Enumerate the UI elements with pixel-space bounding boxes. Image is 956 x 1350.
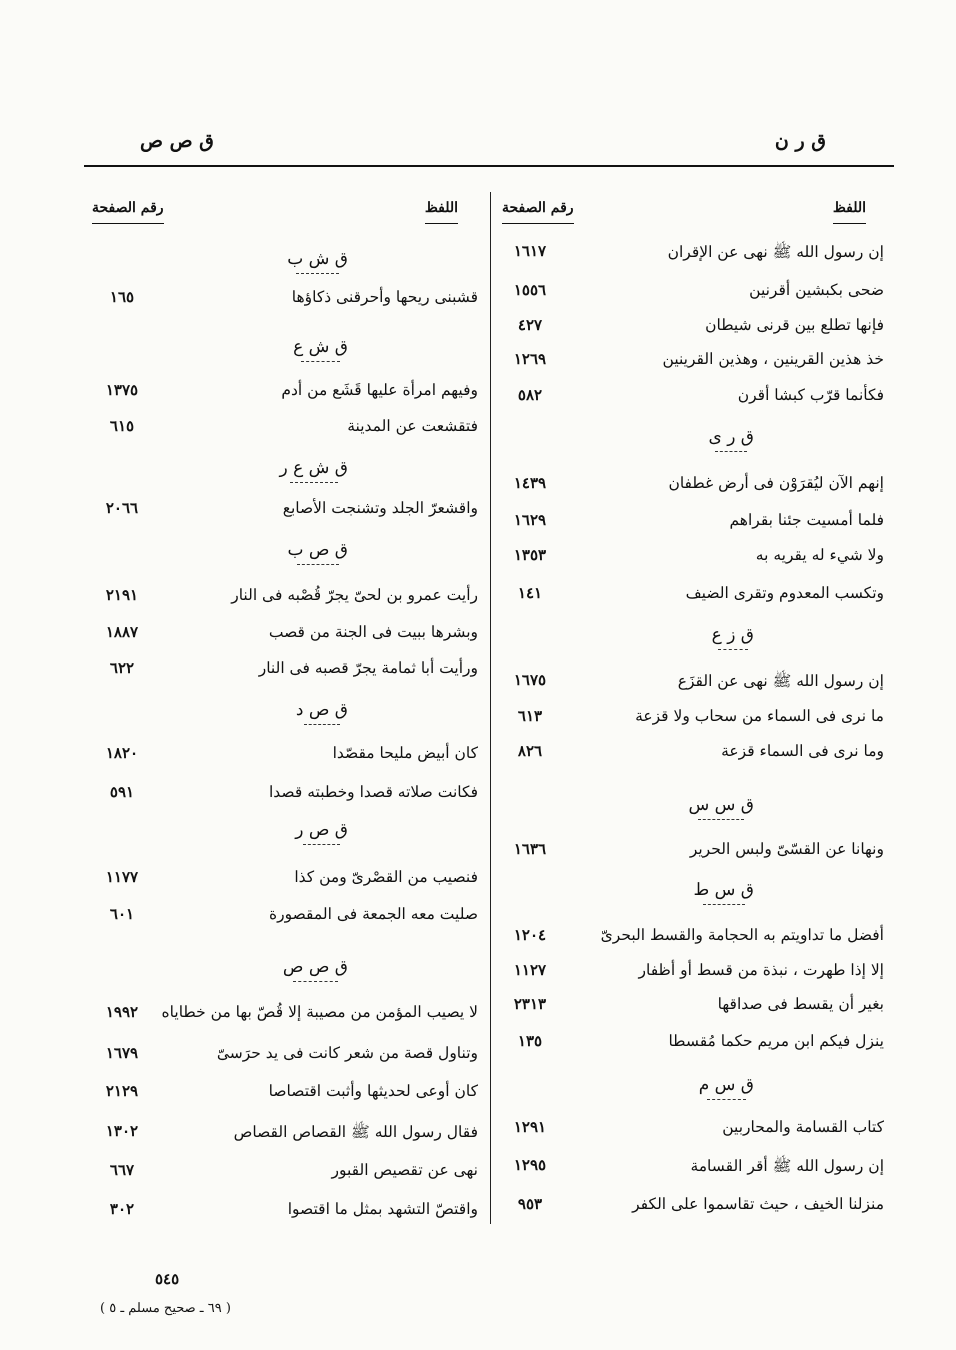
right-entry-page: ٤٢٧ [517, 316, 543, 334]
right-entry-term: كتاب القسامة والمحاربين [722, 1118, 884, 1136]
left-entry-term: نهى عن تقصيص القبور [331, 1161, 478, 1179]
left-entry-row [0, 1122, 956, 1152]
left-entry-row [0, 586, 956, 616]
left-entry-term: كان أبيض مليحا مقصّدا [332, 744, 478, 762]
left-entry-term: فتقشعت عن المدينة [347, 417, 478, 435]
right-entry-row [0, 546, 956, 576]
left-entry-page: ٢١٢٩ [105, 1082, 139, 1100]
left-entry-page: ١٣٧٥ [105, 381, 139, 399]
right-root-heading: ق س م [698, 1075, 754, 1095]
left-root-heading: ق ص ص [282, 957, 348, 977]
left-entry-page: ٦١٥ [109, 417, 135, 435]
left-entry-row [0, 381, 956, 411]
right-entry-page: ١٢٦٩ [513, 350, 547, 368]
left-entry-term: واقتصّ التشهد بمثل ما اقتصوا [287, 1200, 478, 1218]
right-entry-page: ١٢٩١ [513, 1118, 547, 1136]
left-entry-page: ١٦٧٩ [105, 1044, 139, 1062]
left-entry-row [0, 499, 956, 529]
right-entry-term: أفضل ما تداويتم به الحجامة والقسط البحرىّ [600, 926, 884, 944]
left-header-root: ق ص ص [140, 130, 214, 152]
right-header-root: ق ر ن [774, 130, 826, 152]
right-entry-term: وما نرى فى السماء قزعة [721, 742, 884, 760]
left-entry-row [0, 623, 956, 653]
right-root-heading: ق س س [688, 795, 754, 815]
right-entry-term: منزلنا الخيف ، حيث تقاسموا على الكفر [632, 1195, 884, 1213]
left-entry-term: لا يصيب المؤمن من مصيبة إلا قُصّ بها من خطاياه [161, 1003, 478, 1021]
left-entry-page: ١٩٩٢ [105, 1003, 139, 1021]
left-entry-row [0, 288, 956, 318]
left-root-heading: ق ص ر [295, 820, 348, 840]
left-root-heading: ق ص ب [287, 540, 348, 560]
left-entry-row [0, 783, 956, 813]
left-entry-page: ٢١٩١ [105, 586, 139, 604]
right-entry-page: ١٤٣٩ [513, 474, 547, 492]
right-entry-term: إن رسول الله ﷺ نهى عن الإقران [667, 243, 884, 261]
right-entry-term: وتكسب المعدوم وتقرى الضيف [685, 584, 884, 602]
right-root-heading: ق ز ع [711, 625, 754, 645]
right-entry-row [0, 961, 956, 991]
left-entry-page: ١١٧٧ [105, 868, 139, 886]
right-entry-term: فلما أمسيت جئنا بقراهم [729, 511, 884, 529]
right-entry-page: ١٢٩٥ [513, 1156, 547, 1174]
left-entry-page: ١٣٠٢ [105, 1122, 139, 1140]
right-entry-row [0, 316, 956, 346]
right-entry-term: فكأنما قرّب كبشا أقرن [737, 386, 884, 404]
right-entry-page: ١٥٥٦ [513, 281, 547, 299]
left-entry-term: رأيت عمرو بن لحىّ يجرّ قُصْبه فى النار [231, 586, 478, 604]
right-entry-row [0, 707, 956, 737]
right-page-heading: رقم الصفحة [502, 200, 574, 216]
left-root-heading: ق ش ع [293, 337, 348, 357]
left-entry-page: ٥٩١ [109, 783, 135, 801]
left-entry-page: ٦٦٧ [109, 1161, 135, 1179]
right-root-heading: ق س ط [693, 880, 754, 900]
right-entry-term: إن رسول الله ﷺ أقر القسامة [690, 1157, 884, 1175]
right-entry-page: ١٦٣٦ [513, 840, 547, 858]
right-entry-term: بغير أن يقسط فى صداقها [717, 995, 884, 1013]
page-number: ٥٤٥ [155, 1270, 180, 1288]
left-entry-term: كان أوعى لحديثها وأثبت اقتصاصا [268, 1082, 478, 1100]
right-entry-row [0, 242, 956, 272]
left-entry-term: فقال رسول الله ﷺ القصاص القصاص [233, 1123, 478, 1141]
left-term-heading: اللفظ [424, 200, 458, 216]
right-entry-term: فإنها تطلع بين قرنى شيطان [705, 316, 884, 334]
right-entry-term: إنهم الآن ليُقرَوْن فى أرض غطفان [668, 474, 884, 492]
right-entry-page: ١٣٥٣ [513, 546, 547, 564]
left-entry-row [0, 744, 956, 774]
left-root-heading: ق ش ب [287, 249, 348, 269]
right-entry-page: ٨٢٦ [517, 742, 543, 760]
left-entry-page: ١٦٥ [109, 288, 135, 306]
right-entry-page: ١٦١٧ [513, 242, 547, 260]
left-entry-term: وتناول قصة من شعر كانت فى يد حرَسىّ [216, 1044, 478, 1062]
left-entry-page: ١٨٢٠ [105, 744, 139, 762]
left-entry-row [0, 417, 956, 447]
right-entry-term: إلا إذا طهرت ، نبذة من قسط أو أظفار [638, 961, 884, 979]
right-entry-page: ١١٢٧ [513, 961, 547, 979]
right-entry-page: ١٦٧٥ [513, 671, 547, 689]
left-entry-row [0, 1003, 956, 1033]
left-entry-row [0, 905, 956, 935]
left-entry-term: قشبنى ريحها وأحرقنى ذكاؤها [291, 288, 478, 306]
header-rule [84, 165, 894, 167]
left-entry-row [0, 1200, 956, 1230]
left-entry-term: وفيهم امرأة عليها قَشَع من أدم [281, 381, 478, 399]
left-root-heading: ق ش ع ر [279, 458, 348, 478]
left-entry-page: ١٨٨٧ [105, 623, 139, 641]
right-entry-row [0, 840, 956, 870]
left-entry-term: صليت معه الجمعة فى المقصورة [269, 905, 478, 923]
right-root-heading: ق ر ى [708, 427, 754, 447]
left-entry-row [0, 1044, 956, 1074]
left-entry-row [0, 868, 956, 898]
left-entry-term: فكانت صلاته قصدا وخطبته قصدا [268, 783, 478, 801]
left-entry-row [0, 659, 956, 689]
left-entry-term: واقشعرّ الجلد وتشنجت الأصابع [282, 499, 478, 517]
left-entry-page: ٦٢٢ [109, 659, 135, 677]
left-entry-term: ورأيت أبا ثمامة يجرّ قصبه فى النار [258, 659, 478, 677]
right-entry-term: ونهانا عن القسّىّ ولبس الحرير [689, 840, 884, 858]
right-entry-page: ١٦٢٩ [513, 511, 547, 529]
left-entry-row [0, 1082, 956, 1112]
left-entry-page: ٦٠١ [109, 905, 135, 923]
right-entry-term: ضحى بكبشين أقرنين [749, 281, 884, 299]
right-entry-page: ١٤١ [517, 584, 543, 602]
right-entry-page: ١٣٥ [517, 1032, 543, 1050]
right-entry-term: ولا شيء له يقريه به [755, 546, 884, 564]
right-entry-page: ٥٨٢ [517, 386, 543, 404]
left-entry-term: وبشرها ببيت فى الجنة من قصب [268, 623, 478, 641]
right-entry-term: خذ هذين القرينين ، وهذين القرينين [662, 350, 884, 368]
left-page-heading: رقم الصفحة [92, 200, 164, 216]
right-entry-page: ٦١٣ [517, 707, 543, 725]
left-entry-page: ٢٠٦٦ [105, 499, 139, 517]
right-entry-page: ٢٣١٣ [513, 995, 547, 1013]
right-term-heading: اللفظ [832, 200, 866, 216]
left-root-heading: ق ص د [295, 700, 348, 720]
signature-line: ( ٦٩ ـ صحيح مسلم ـ ٥ ) [100, 1301, 231, 1316]
right-entry-row [0, 350, 956, 380]
left-entry-page: ٣٠٢ [109, 1200, 135, 1218]
right-entry-page: ٩٥٣ [517, 1195, 543, 1213]
right-entry-term: إن رسول الله ﷺ نهى عن القزَع [677, 672, 884, 690]
right-entry-term: ما نرى فى السماء من سحاب ولا قزعة [635, 707, 884, 725]
right-entry-page: ١٢٠٤ [513, 926, 547, 944]
left-entry-row [0, 1161, 956, 1191]
left-entry-term: فنصيب من القصْرىّ ومن كذا [294, 868, 478, 886]
right-entry-term: ينزل فيكم ابن مريم حكما مُقسطا [668, 1032, 884, 1050]
